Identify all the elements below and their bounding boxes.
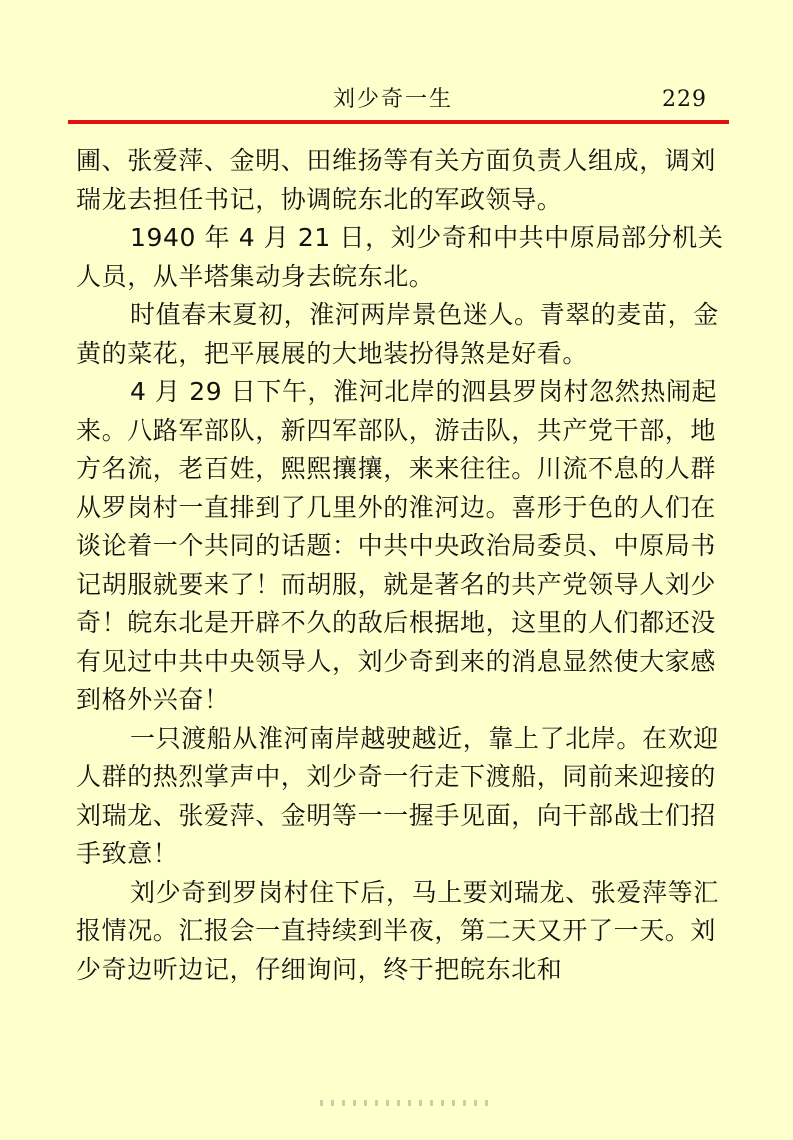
header-divider xyxy=(68,120,729,124)
book-title: 刘少奇一生 xyxy=(333,87,454,112)
paragraph: 1940 年 4 月 21 日，刘少奇和中共中原局部分机关人员，从半塔集动身去皖东北。 xyxy=(76,223,724,291)
page-number: 229 xyxy=(662,87,707,112)
page-body xyxy=(76,142,728,989)
paragraph: 4 月 29 日下午，淮河北岸的泗县罗岗村忽然热闹起来。八路军部队，新四军部队，游击队，共产党干部，地方名流，老百姓，熙熙攘攘，来来往往。川流不息的人群从罗岗村一直排到了几里外的淮河边。喜形于色的人们在谈论着一个共同的话题：中共中央政治局委员、中原局书记胡服就要来了！而胡服，就是著名的共产党领导人刘少奇！皖东北是开辟不久的敌后根据地，这里的人们都还没有见过中共中央领导人，刘少奇到来的消息显然使大家感到格外兴奋！ xyxy=(76,377,718,714)
page-header xyxy=(0,0,793,130)
paragraph: 一只渡船从淮河南岸越驶越近，靠上了北岸。在欢迎人群的热烈掌声中，刘少奇一行走下渡船，同前来迎接的刘瑞龙、张爱萍、金明等一一握手见面，向干部战士们招手致意！ xyxy=(76,723,719,868)
scan-artifact xyxy=(320,1100,490,1106)
paragraph-continued: 圃、张爱萍、金明、田维扬等有关方面负责人组成，调刘瑞龙去担任书记，协调皖东北的军政领导。 xyxy=(76,146,717,214)
paragraph: 时值春末夏初，淮河两岸景色迷人。青翠的麦苗，金黄的菜花，把平展展的大地装扮得煞是好看。 xyxy=(76,300,719,368)
paragraph: 刘少奇到罗岗村住下后，马上要刘瑞龙、张爱萍等汇报情况。汇报会一直持续到半夜，第二天又开了一天。刘少奇边听边记，仔细询问，终于把皖东北和 xyxy=(76,877,719,984)
